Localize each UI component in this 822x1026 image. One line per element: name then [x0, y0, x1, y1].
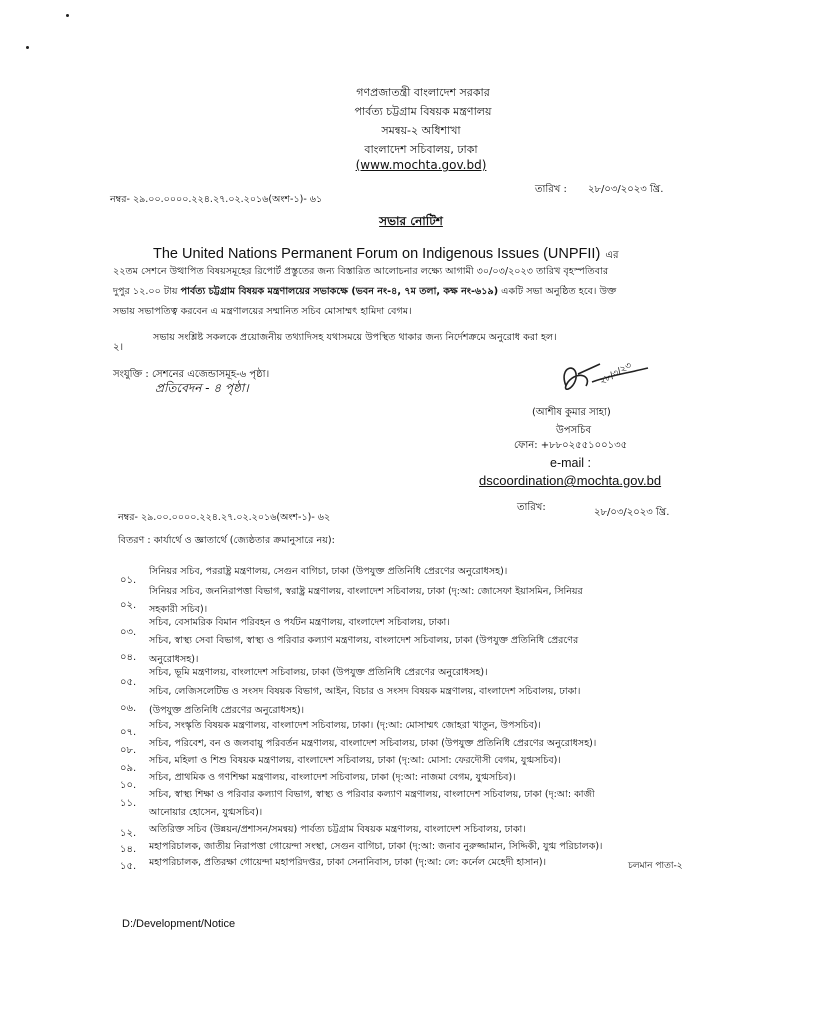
- item-number: ০৪.: [120, 652, 137, 663]
- file-path: D:/Development/Notice: [122, 918, 236, 930]
- item-text: সিনিয়র সচিব, জননিরাপত্তা বিভাগ, স্বরাষ্ট্র মন্ত্রণালয়, বাংলাদেশ সচিবালয়, ঢাকা (দৃ:আ: জোসেফা ইয়াসমিন, সিনিয়র: [149, 586, 583, 597]
- distribution-heading: বিতরণ : কার্যার্থে ও জ্ঞাতার্থে (জ্যেষ্ঠতার ক্রমানুসারে নয়):: [118, 535, 335, 546]
- item-text: সচিব, লেজিসলেটিভ ও সংসদ বিষয়ক বিভাগ, আইন, বিচার ও সংসদ বিষয়ক মন্ত্রণালয়, বাংলাদেশ সচিবালয়, ঢাকা।: [149, 686, 581, 697]
- item-text: মহাপরিচালক, প্রতিরক্ষা গোয়েন্দা মহাপরিদপ্তর, ঢাকা সেনানিবাস, ঢাকা (দৃ:আ: লে: কর্নেল মেহেদী হাসান)।: [149, 857, 547, 868]
- signatory-phone: ফোন: +৮৮০২৫৫১০০১৩৫: [514, 440, 628, 451]
- memo-date: ২৮/০৩/২০২৩ খ্রি.: [588, 184, 664, 195]
- item-text: সচিব, সংস্কৃতি বিষয়ক মন্ত্রণালয়, বাংলাদেশ সচিবালয়, ঢাকা। (দৃ:আ: মোসাম্মৎ জোহরা খাতুন, উপসচিব)।: [149, 720, 541, 731]
- para1-line4: সভায় সভাপতিত্ব করবেন এ মন্ত্রণালয়ের সম্মানিত সচিব মোসাম্মৎ হামিদা বেগম।: [113, 306, 412, 317]
- para2-number: ২।: [113, 342, 124, 353]
- item-text-cont: (উপযুক্ত প্রতিনিধি প্রেরণের অনুরোধসহ)।: [149, 705, 305, 716]
- item-text: মহাপরিচালক, জাতীয় নিরাপত্তা গোয়েন্দা সংস্থা, সেগুন বাগিচা, ঢাকা (দৃ:আ: জনাব নুরুজ্জামান, সিদ্দিকী, যুগ্ম পরিচালক)।: [149, 841, 603, 852]
- item-text-cont: অনুরোধসহ)।: [149, 654, 199, 665]
- item-number: ১২.: [120, 828, 137, 839]
- header-line-4: বাংলাদেশ সচিবালয়, ঢাকা: [364, 143, 478, 156]
- item-number: ১১.: [120, 798, 137, 809]
- attachment-line-1: সংযুক্তি : সেশনের এজেন্ডাসমূহ-৬ পৃষ্ঠা।: [113, 369, 270, 380]
- meeting-venue: পার্বত্য চট্টগ্রাম বিষয়ক মন্ত্রণালয়ের সভাকক্ষে (ভবন নং-৪, ৭ম তলা, কক্ষ নং-৬১৯): [180, 286, 499, 297]
- email-address[interactable]: dscoordination@mochta.gov.bd: [479, 473, 662, 488]
- item-text: সচিব, ভূমি মন্ত্রণালয়, বাংলাদেশ সচিবালয়, ঢাকা (উপযুক্ত প্রতিনিধি প্রেরণের অনুরোধসহ)।: [149, 667, 488, 678]
- memo-number: নম্বর- ২৯.০০.০০০০.২২৪.২৭.০২.২০১৬(অংশ-১)- ৬১: [110, 194, 323, 205]
- item-number: ১৪.: [120, 844, 137, 855]
- scan-speck: [26, 46, 29, 49]
- item-text: সচিব, মহিলা ও শিশু বিষয়ক মন্ত্রণালয়, বাংলাদেশ সচিবালয়, ঢাকা (দৃ:আ: মোসা: ফেরদৌসী বেগম, যুগ্মসচিব)।: [149, 755, 561, 766]
- memo2-date: ২৮/০৩/২০২৩ খ্রি.: [594, 507, 670, 518]
- memo2-date-label: তারিখ:: [517, 502, 546, 513]
- signatory-designation: উপসচিব: [556, 425, 592, 436]
- scan-speck: [66, 14, 69, 17]
- header-line-1: গণপ্রজাতন্ত্রী বাংলাদেশ সরকার: [356, 86, 490, 99]
- item-text-cont: সহকারী সচিব)।: [149, 604, 208, 615]
- para1-line2: ২২তম সেশনে উত্থাপিত বিষয়সমূহের রিপোর্ট প্রস্তুতের জন্য বিস্তারিত আলোচনার লক্ষ্যে আগামী ৩০/০৩/২০২৩ তারিখ বৃহস্পতিবার: [113, 266, 609, 277]
- memo2-number: নম্বর- ২৯.০০.০০০০.২২৪.২৭.০২.২০১৬(অংশ-১)- ৬২: [118, 512, 331, 523]
- item-text: সিনিয়র সচিব, পররাষ্ট্র মন্ত্রণালয়, সেগুন বাগিচা, ঢাকা (উপযুক্ত প্রতিনিধি প্রেরণের অনুরোধসহ)।: [149, 566, 508, 577]
- forum-name: The United Nations Permanent Forum on Indigenous Issues (UNPFII): [153, 246, 601, 262]
- item-number: ০৭.: [120, 727, 137, 738]
- item-number: ১৫.: [120, 861, 137, 872]
- item-text-cont: আনোয়ার হোসেন, যুগ্মসচিব)।: [149, 807, 263, 818]
- signature-date: ২৮/৩/২৩: [598, 360, 634, 388]
- attachment-line-2: প্রতিবেদন - ৪ পৃষ্ঠা।: [155, 381, 249, 395]
- item-text: সচিব, প্রাথমিক ও গণশিক্ষা মন্ত্রণালয়, বাংলাদেশ সচিবালয়, ঢাকা (দৃ:আ: নাজমা বেগম, যুগ্মসচিব)।: [149, 772, 516, 783]
- para1-line1-tail: এর: [605, 250, 619, 261]
- item-text: সচিব, বেসামরিক বিমান পরিবহন ও পর্যটন মন্ত্রণালয়, বাংলাদেশ সচিবালয়, ঢাকা।: [149, 617, 450, 628]
- item-text: সচিব, স্বাস্থ্য শিক্ষা ও পরিবার কল্যাণ বিভাগ, স্বাস্থ্য ও পরিবার কল্যাণ মন্ত্রণালয়, বাংলাদেশ সচিবালয়, ঢাকা (দৃ:আ: কাজী: [149, 789, 595, 800]
- item-number: ০১.: [120, 575, 137, 586]
- para1-line3: [113, 285, 616, 300]
- header-website: (www.mochta.gov.bd): [355, 158, 487, 172]
- email-label: e-mail :: [550, 456, 591, 470]
- item-number: ১০.: [120, 780, 137, 791]
- item-number: ০৫.: [120, 677, 137, 688]
- para1-line1: [153, 243, 619, 265]
- item-text: সচিব, পরিবেশ, বন ও জলবায়ু পরিবর্তন মন্ত্রণালয়, বাংলাদেশ সচিবালয়, ঢাকা (উপযুক্ত প্রতিনিধি প্রেরণের অনুরোধসহ)।: [149, 738, 597, 749]
- item-number: ০৩.: [120, 627, 137, 638]
- header-line-3: সমন্বয়-২ অধিশাখা: [381, 124, 461, 137]
- item-text: সচিব, স্বাস্থ্য সেবা বিভাগ, স্বাস্থ্য ও পরিবার কল্যাণ মন্ত্রণালয়, বাংলাদেশ সচিবালয়, ঢাকা (উপযুক্ত প্রতিনিধি প্রেরণের: [149, 635, 579, 646]
- continued-note: চলমান পাতা-২: [628, 861, 683, 871]
- memo-date-label: তারিখ :: [535, 184, 567, 195]
- meeting-note: একটি সভা অনুষ্ঠিত হবে। উক্ত: [501, 286, 617, 297]
- header-line-2: পার্বত্য চট্টগ্রাম বিষয়ক মন্ত্রণালয়: [354, 105, 492, 118]
- notice-title: সভার নোটিশ: [379, 214, 443, 228]
- signatory-name: (আশীষ কুমার সাহা): [532, 407, 611, 418]
- para2-text: সভায় সংশ্লিষ্ট সকলকে প্রয়োজনীয় তথ্যাদিসহ যথাসময়ে উপস্থিত থাকার জন্য নির্দেশক্রমে অনুরোধ করা হল।: [153, 332, 557, 343]
- item-text: অতিরিক্ত সচিব (উন্নয়ন/প্রশাসন/সমন্বয়) পার্বত্য চট্টগ্রাম বিষয়ক মন্ত্রণালয়, বাংলাদেশ সচিবালয়, ঢাকা।: [149, 824, 526, 835]
- item-number: ০৬.: [120, 703, 137, 714]
- item-number: ০২.: [120, 600, 137, 611]
- item-number: ০৮.: [120, 745, 137, 756]
- item-number: ০৯.: [120, 763, 137, 774]
- meeting-time: দুপুর ১২.০০ টায়: [113, 286, 178, 297]
